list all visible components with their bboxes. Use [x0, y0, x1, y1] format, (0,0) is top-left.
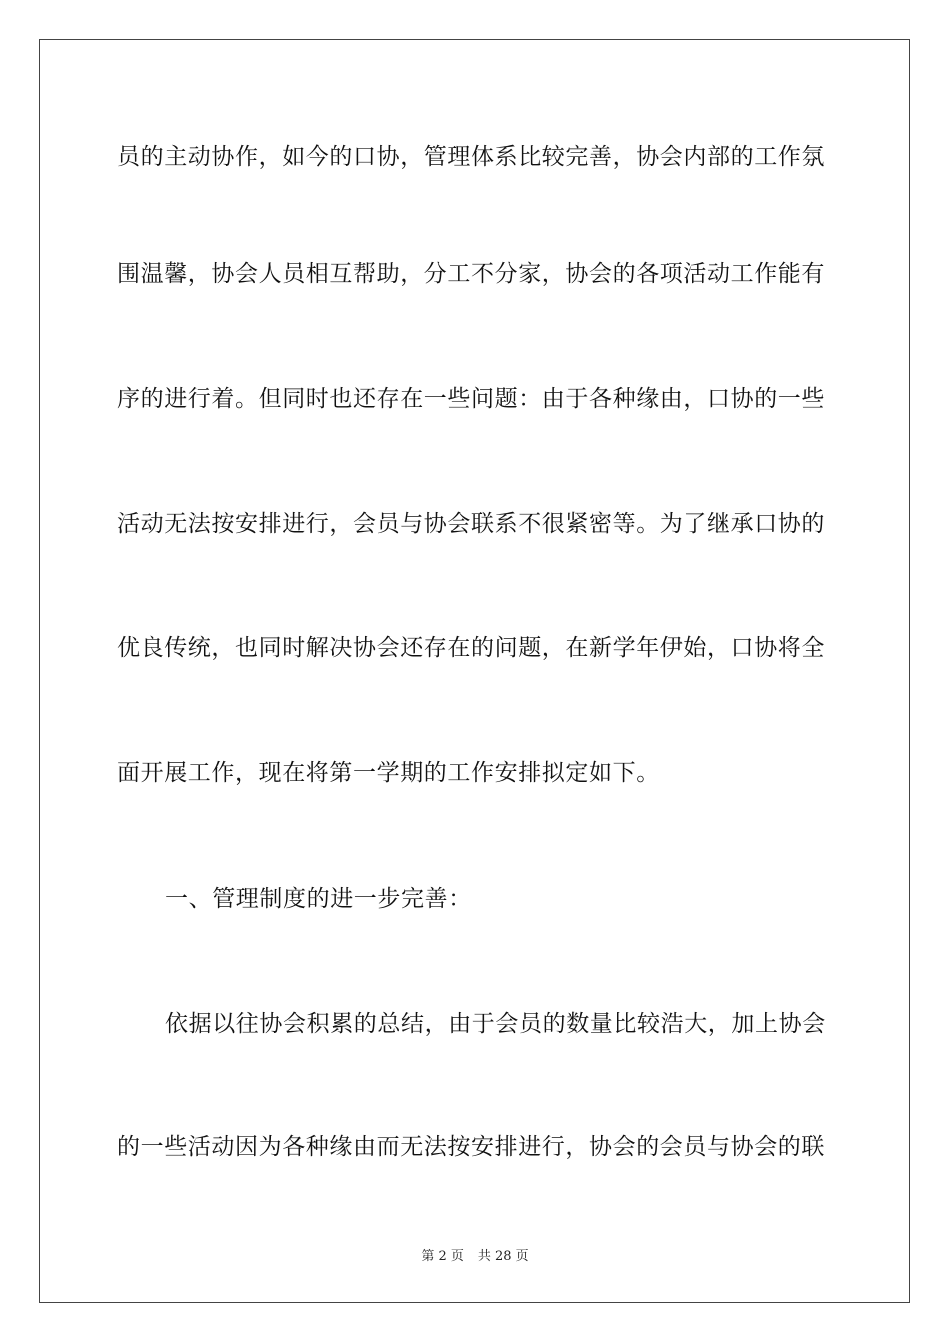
- body-line-1: 员的主动协作，如今的口协，管理体系比较完善，协会内部的工作氛: [117, 144, 825, 170]
- body-line-3: 序的进行着。但同时也还存在一些问题：由于各种缘由，口协的一些: [117, 386, 825, 412]
- page-number: 第 2 页: [421, 1249, 464, 1264]
- page-total: 共 28 页: [477, 1249, 529, 1264]
- body-line-9: 的一些活动因为各种缘由而无法按安排进行，协会的会员与协会的联: [117, 1134, 825, 1160]
- body-line-2: 围温馨，协会人员相互帮助，分工不分家，协会的各项活动工作能有: [117, 261, 825, 287]
- page-footer: [0, 1248, 950, 1266]
- section-heading: 一、管理制度的进一步完善：: [165, 886, 472, 912]
- body-line-6: 面开展工作，现在将第一学期的工作安排拟定如下。: [117, 760, 660, 786]
- page-frame: [39, 39, 910, 1303]
- body-line-8: 依据以往协会积累的总结，由于会员的数量比较浩大，加上协会: [165, 1011, 826, 1037]
- body-line-5: 优良传统，也同时解决协会还存在的问题，在新学年伊始，口协将全: [117, 635, 825, 661]
- body-line-4: 活动无法按安排进行，会员与协会联系不很紧密等。为了继承口协的: [117, 511, 825, 537]
